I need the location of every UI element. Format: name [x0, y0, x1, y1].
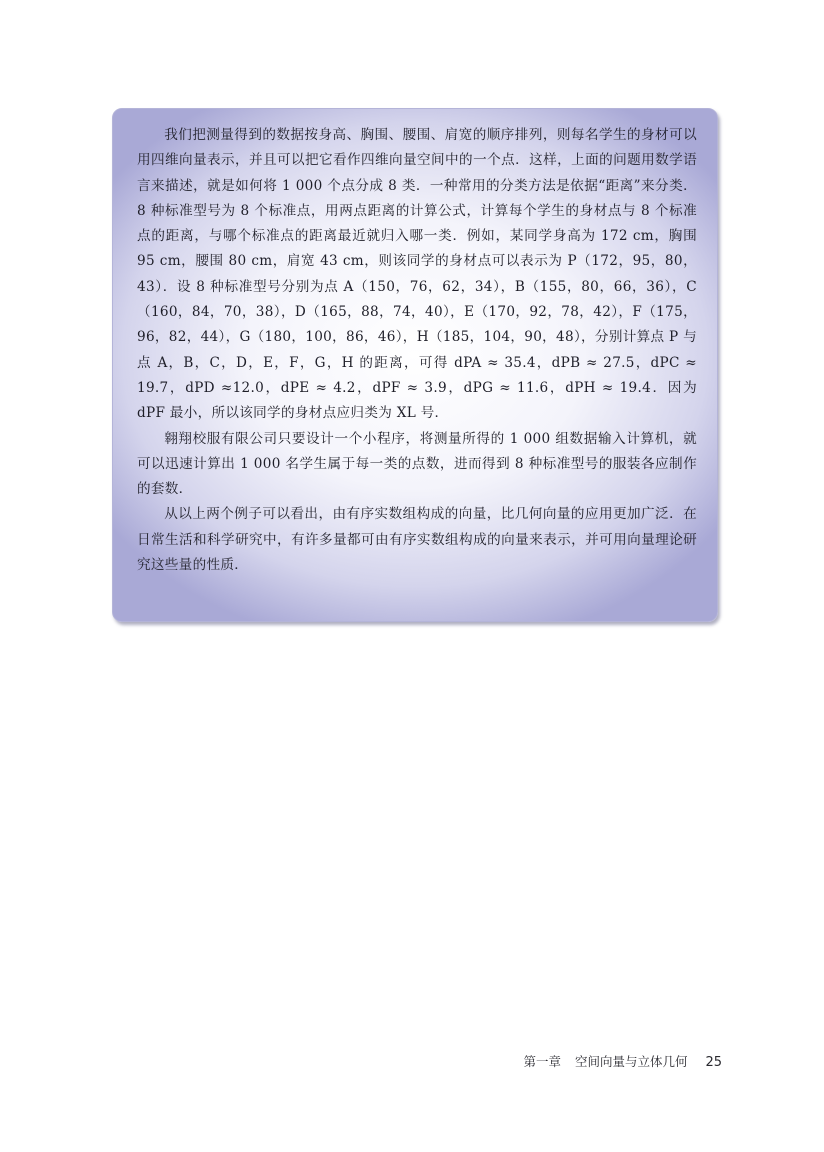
paragraph-program: 翱翔校服有限公司只要设计一个小程序，将测量所得的 1 000 组数据输入计算机，就可以迅速计算出 1 000 名学生属于每一类的点数，进而得到 8 种标准型号的服装各应制作的套数．: [137, 430, 697, 498]
chapter-title: 空间向量与立体几何: [574, 1054, 688, 1069]
chapter-label: 第一章: [523, 1054, 561, 1069]
page-footer: [523, 1052, 722, 1070]
text-box: [112, 108, 718, 622]
paragraph-conclusion: 从以上两个例子可以看出，由有序实数组构成的向量，比几何向量的应用更加广泛．在日常生活和科学研究中，有许多量都可由有序实数组构成的向量来表示，并可用向量理论研究这些量的性质．: [137, 506, 697, 574]
page-number: 25: [705, 1055, 722, 1070]
paragraph-classification: 我们把测量得到的数据按身高、胸围、腰围、肩宽的顺序排列，则每名学生的身材可以用四维向量表示，并且可以把它看作四维向量空间中的一个点．这样，上面的问题用数学语言来描述，就是如何将 1 000 个点分成 8 类．一种常用的分类方法是依据“距离”来分类．8 种标准型号为 8 个标准点，用两点距离的计算公式，计算每个学生的身材点与 8 个标准点的距离，与哪个标准点的距离最近就归入哪一类．例如，某同学身高为 172 cm，胸围 95 cm，腰围 80 cm，肩宽 43 cm，则该同学的身材点可以表示为 P（172，95，80，43）．设 8 种标准型号分别为点 A（150，76，62，34），B（155，80，66，36），C（160，84，70，38），D（165，88，74，40），E（170，92，78，42），F（175，96，82，44），G（180，100，86，46），H（185，104，90，48），分别计算点 P 与点 A，B，C，D，E，F，G，H 的距离，可得 dPA ≈ 35.4，dPB ≈ 27.5，dPC ≈ 19.7，dPD ≈12.0，dPE ≈ 4.2，dPF ≈ 3.9，dPG ≈ 11.6，dPH ≈ 19.4．因为 dPF 最小，所以该同学的身材点应归类为 XL 号．: [137, 127, 697, 422]
